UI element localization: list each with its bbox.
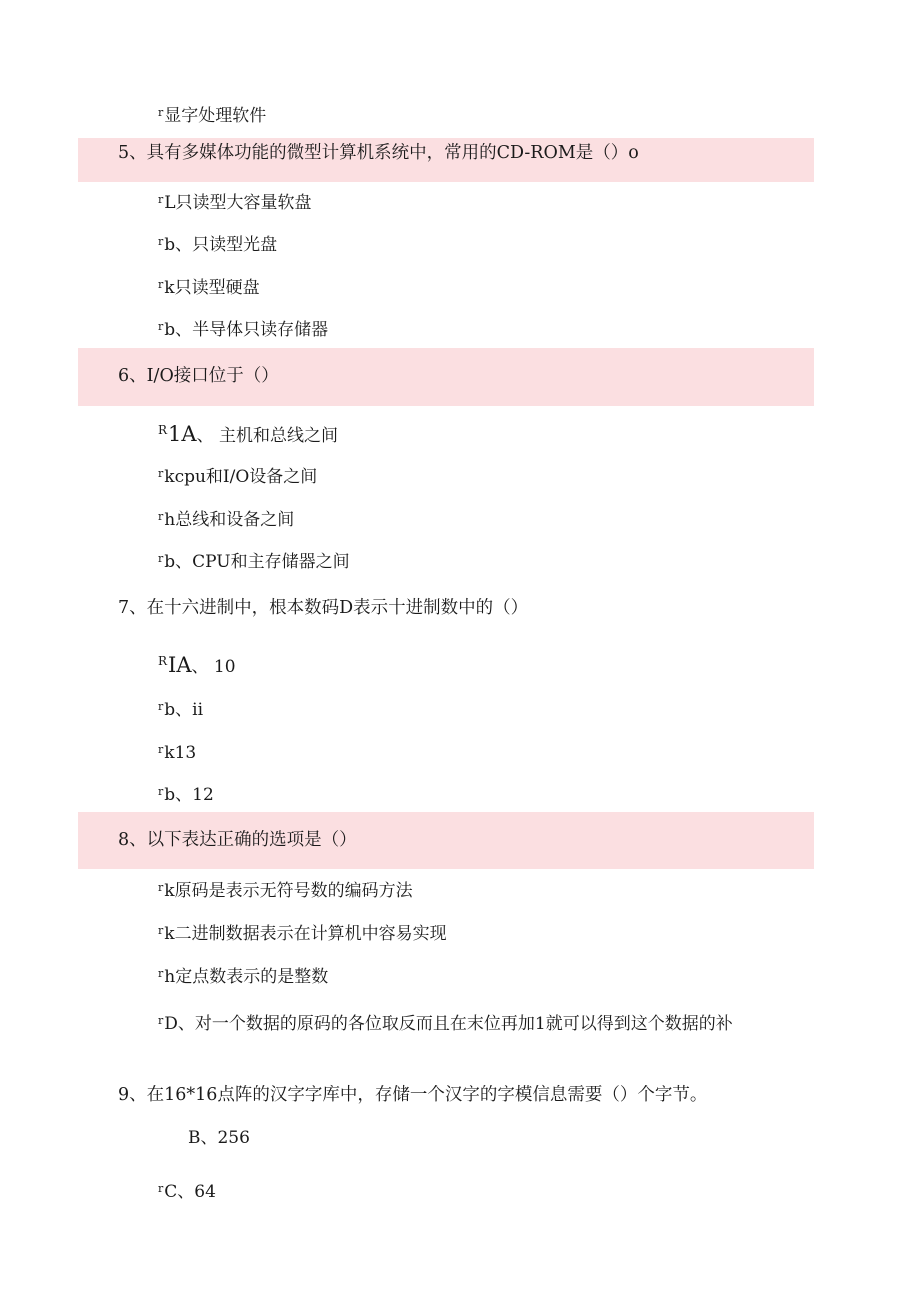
option-text: k原码是表示无符号数的编码方法 [164, 881, 413, 901]
radio-marker: R [158, 423, 168, 437]
option-text: b、12 [164, 785, 214, 805]
question-5-option-c[interactable] [158, 274, 260, 299]
radio-marker: r [158, 320, 164, 333]
option-lead: 1A [168, 422, 197, 446]
question-9-option-b[interactable] [188, 1127, 250, 1149]
radio-marker: r [158, 1014, 164, 1027]
option-text: k13 [164, 743, 197, 763]
option-text: h定点数表示的是整数 [164, 967, 329, 987]
option-text: 、 10 [191, 657, 236, 677]
question-5-stem: 5、具有多媒体功能的微型计算机系统中，常用的CD-ROM是（）o [118, 143, 639, 163]
question-6-option-c[interactable] [158, 506, 294, 531]
radio-marker: r [158, 278, 164, 291]
option-text: D、对一个数据的原码的各位取反而且在末位再加1就可以得到这个数据的补 [164, 1014, 733, 1034]
question-7-option-b[interactable] [158, 696, 203, 721]
question-7-option-d[interactable] [158, 781, 214, 806]
question-9-stem: 9、在16*16点阵的汉字字库中，存储一个汉字的字模信息需要（）个字节。 [118, 1085, 708, 1105]
option-text: h总线和设备之间 [164, 510, 295, 530]
question-6-option-b[interactable] [158, 463, 317, 488]
radio-marker: r [158, 193, 164, 206]
question-7-stem: 7、在十六进制中，根本数码D表示十进制数中的（） [118, 598, 529, 618]
radio-marker: r [158, 510, 164, 523]
radio-marker: r [158, 106, 164, 119]
radio-marker: r [158, 785, 164, 798]
option-lead: IA [168, 653, 192, 677]
option-text: b、ii [164, 700, 204, 720]
option-text: C、64 [164, 1182, 216, 1202]
option-text: b、半导体只读存储器 [164, 320, 329, 340]
option-text: k只读型硬盘 [164, 278, 260, 298]
radio-marker: r [158, 743, 164, 756]
question-5-option-b[interactable] [158, 231, 277, 256]
question-8-option-b[interactable] [158, 920, 447, 945]
question-5-option-a[interactable] [158, 189, 312, 214]
option-text: kcpu和I/O设备之间 [164, 467, 318, 487]
radio-marker: r [158, 967, 164, 980]
option-text: k二进制数据表示在计算机中容易实现 [164, 924, 447, 944]
question-8-stem: 8、以下表达正确的选项是（） [118, 830, 357, 850]
question-8-option-c[interactable] [158, 963, 328, 988]
option-prev-d[interactable] [158, 102, 266, 127]
option-text: L只读型大容量软盘 [164, 193, 312, 213]
radio-marker: r [158, 1182, 164, 1195]
question-6-stem: 6、I/O接口位于（） [118, 366, 279, 386]
radio-marker: r [158, 235, 164, 248]
question-8-option-d[interactable] [158, 1010, 733, 1035]
radio-marker: r [158, 924, 164, 937]
question-8-option-a[interactable] [158, 877, 413, 902]
question-9-option-c[interactable] [158, 1178, 216, 1203]
radio-marker: r [158, 881, 164, 894]
question-7-option-a[interactable] [158, 648, 236, 680]
question-7-option-c[interactable] [158, 739, 196, 764]
question-5-option-d[interactable] [158, 316, 328, 341]
question-6-option-d[interactable] [158, 548, 350, 573]
radio-marker: R [158, 654, 168, 668]
option-text: 、 主机和总线之间 [196, 426, 338, 446]
option-text: B、256 [188, 1128, 250, 1148]
question-6-option-a[interactable] [158, 417, 338, 449]
radio-marker: r [158, 467, 164, 480]
option-text: b、CPU和主存储器之间 [164, 552, 350, 572]
option-text: b、只读型光盘 [164, 235, 278, 255]
option-text: 显字处理软件 [164, 106, 267, 126]
radio-marker: r [158, 552, 164, 565]
radio-marker: r [158, 700, 164, 713]
